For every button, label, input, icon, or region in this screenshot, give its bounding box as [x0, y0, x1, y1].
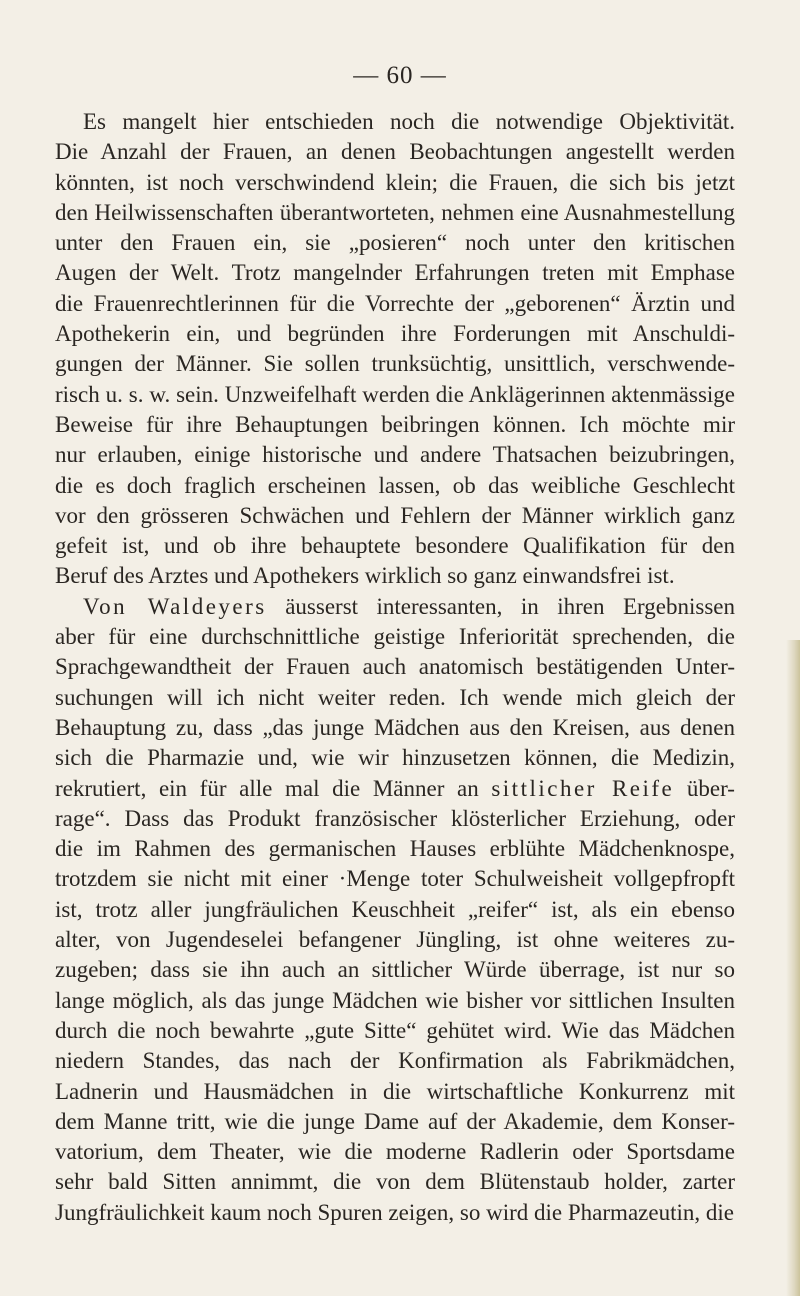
line-text: gefeit ist, und ob ihre behauptete besondere Qualifikation für den [55, 533, 735, 559]
line-text: vatorium, dem Theater, wie die moderne Radlerin oder Sportsdame [55, 1139, 735, 1165]
text-line [55, 258, 735, 288]
text-line [55, 501, 735, 531]
text-line [55, 561, 735, 591]
line-text: suchungen will ich nicht weiter reden. Ich wende mich gleich der [55, 684, 735, 710]
text-line [55, 198, 735, 228]
text-line [55, 652, 735, 682]
line-text: ist, trotz aller jungfräulichen Keuschheit „reifer“ ist, als ein ebenso [55, 896, 735, 922]
line-text: niedern Standes, das nach der Konfirmation als Fabrikmädchen, [55, 1048, 735, 1074]
text-line [55, 713, 735, 743]
line-text: die Frauenrechtlerinnen für die Vorrechte der „geborenen“ Ärztin und [55, 290, 735, 316]
text-line [55, 471, 735, 501]
line-text: Beruf des Arztes und Apothekers wirklich so ganz einwandsfrei ist. [55, 563, 675, 589]
text-line [55, 683, 735, 713]
line-text: rage“. Dass das Produkt französischer klösterlicher Erziehung, oder [55, 805, 735, 831]
text-line [55, 168, 735, 198]
text-line [55, 349, 735, 379]
line-text: durch die noch bewahrte „gute Sitte“ gehütet wird. Wie das Mädchen [55, 1017, 735, 1043]
line-text: äusserst interessanten, in ihren Ergebnissen [266, 593, 735, 619]
line-text: nur erlauben, einige historische und andere Thatsachen beizubringen, [55, 442, 735, 468]
line-text: die im Rahmen des germanischen Hauses erblühte Mädchenknospe, [55, 836, 735, 862]
text-line [55, 774, 735, 804]
text-line [55, 1077, 735, 1107]
line-text: vor den grösseren Schwächen und Fehlern der Männer wirklich ganz [55, 502, 735, 528]
text-line [55, 1167, 735, 1197]
text-line [55, 955, 735, 985]
line-text: unter den Frauen ein, sie „posieren“ noch unter den kritischen [55, 230, 735, 256]
line-text: den Heilwissenschaften überantworteten, nehmen eine Ausnahmestellung [55, 199, 735, 225]
line-text: aber für eine durchschnittliche geistige Inferiorität sprechenden, die [55, 624, 735, 650]
line-text: Behauptung zu, dass „das junge Mädchen aus den Kreisen, aus denen [55, 714, 735, 740]
line-text: Sprachgewandtheit der Frauen auch anatomisch bestätigenden Unter- [55, 654, 735, 680]
text-line [55, 925, 735, 955]
text-line [55, 1107, 735, 1137]
line-text: rekrutiert, ein für alle mal die Männer an [55, 775, 492, 801]
page-number: — 60 — [353, 62, 447, 89]
line-text: gungen der Männer. Sie sollen trunksüchtig, unsittlich, verschwende- [55, 351, 735, 377]
text-line [55, 531, 735, 561]
text-line [55, 834, 735, 864]
text-line [55, 380, 735, 410]
spaced-emphasis: sittlicher Reife [491, 775, 675, 801]
text-line [55, 319, 735, 349]
text-line [55, 804, 735, 834]
line-text: sich die Pharmazie und, wie wir hinzusetzen können, die Medizin, [55, 745, 735, 771]
text-line [55, 986, 735, 1016]
line-text: könnten, ist noch verschwindend klein; die Frauen, die sich bis jetzt [55, 169, 735, 195]
line-text: alter, von Jugendeselei befangener Jüngling, ist ohne weiteres zu- [55, 927, 735, 953]
text-line [55, 743, 735, 773]
line-text: Jungfräulichkeit kaum noch Spuren zeigen, so wird die Pharmazeutin, die [55, 1199, 734, 1225]
line-text: zugeben; dass sie ihn auch an sittlicher Würde überrage, ist nur so [55, 957, 735, 983]
line-text: Die Anzahl der Frauen, an denen Beobachtungen angestellt werden [55, 139, 735, 165]
text-line [55, 895, 735, 925]
text-line [55, 1198, 735, 1228]
spaced-name: Von Waldeyers [83, 593, 267, 619]
text-line [55, 1046, 735, 1076]
text-line [55, 107, 735, 137]
text-line [55, 864, 735, 894]
line-text: trotzdem sie nicht mit einer ·Menge toter Schulweisheit vollgepfropft [55, 866, 735, 892]
line-text-tail: über- [674, 775, 735, 801]
text-line [55, 289, 735, 319]
line-text: dem Manne tritt, wie die junge Dame auf der Akademie, dem Konser- [55, 1108, 735, 1134]
text-line [55, 1016, 735, 1046]
text-line [55, 1137, 735, 1167]
line-text: risch u. s. w. sein. Unzweifelhaft werden die Anklägerinnen aktenmässige [55, 381, 735, 407]
body-text [55, 107, 735, 1228]
line-text: Es mangelt hier entschieden noch die notwendige Objektivität. [83, 109, 735, 134]
line-text: Augen der Welt. Trotz mangelnder Erfahrungen treten mit Emphase [55, 260, 735, 286]
line-text: Beweise für ihre Behauptungen beibringen können. Ich möchte mir [55, 411, 735, 437]
line-text: die es doch fraglich erscheinen lassen, ob das weibliche Geschlecht [55, 472, 735, 498]
page-edge-shadow [786, 640, 800, 1296]
text-line [55, 440, 735, 470]
text-line [55, 622, 735, 652]
text-line [55, 137, 735, 167]
line-text: Ladnerin und Hausmädchen in die wirtschaftliche Konkurrenz mit [55, 1078, 735, 1104]
text-line [55, 592, 735, 622]
text-line [55, 410, 735, 440]
text-line [55, 228, 735, 258]
line-text: lange möglich, als das junge Mädchen wie bisher vor sittlichen Insulten [55, 987, 735, 1013]
line-text: sehr bald Sitten annimmt, die von dem Blütenstaub holder, zarter [55, 1169, 735, 1195]
line-text: Apothekerin ein, und begründen ihre Forderungen mit Anschuldi- [55, 321, 735, 347]
